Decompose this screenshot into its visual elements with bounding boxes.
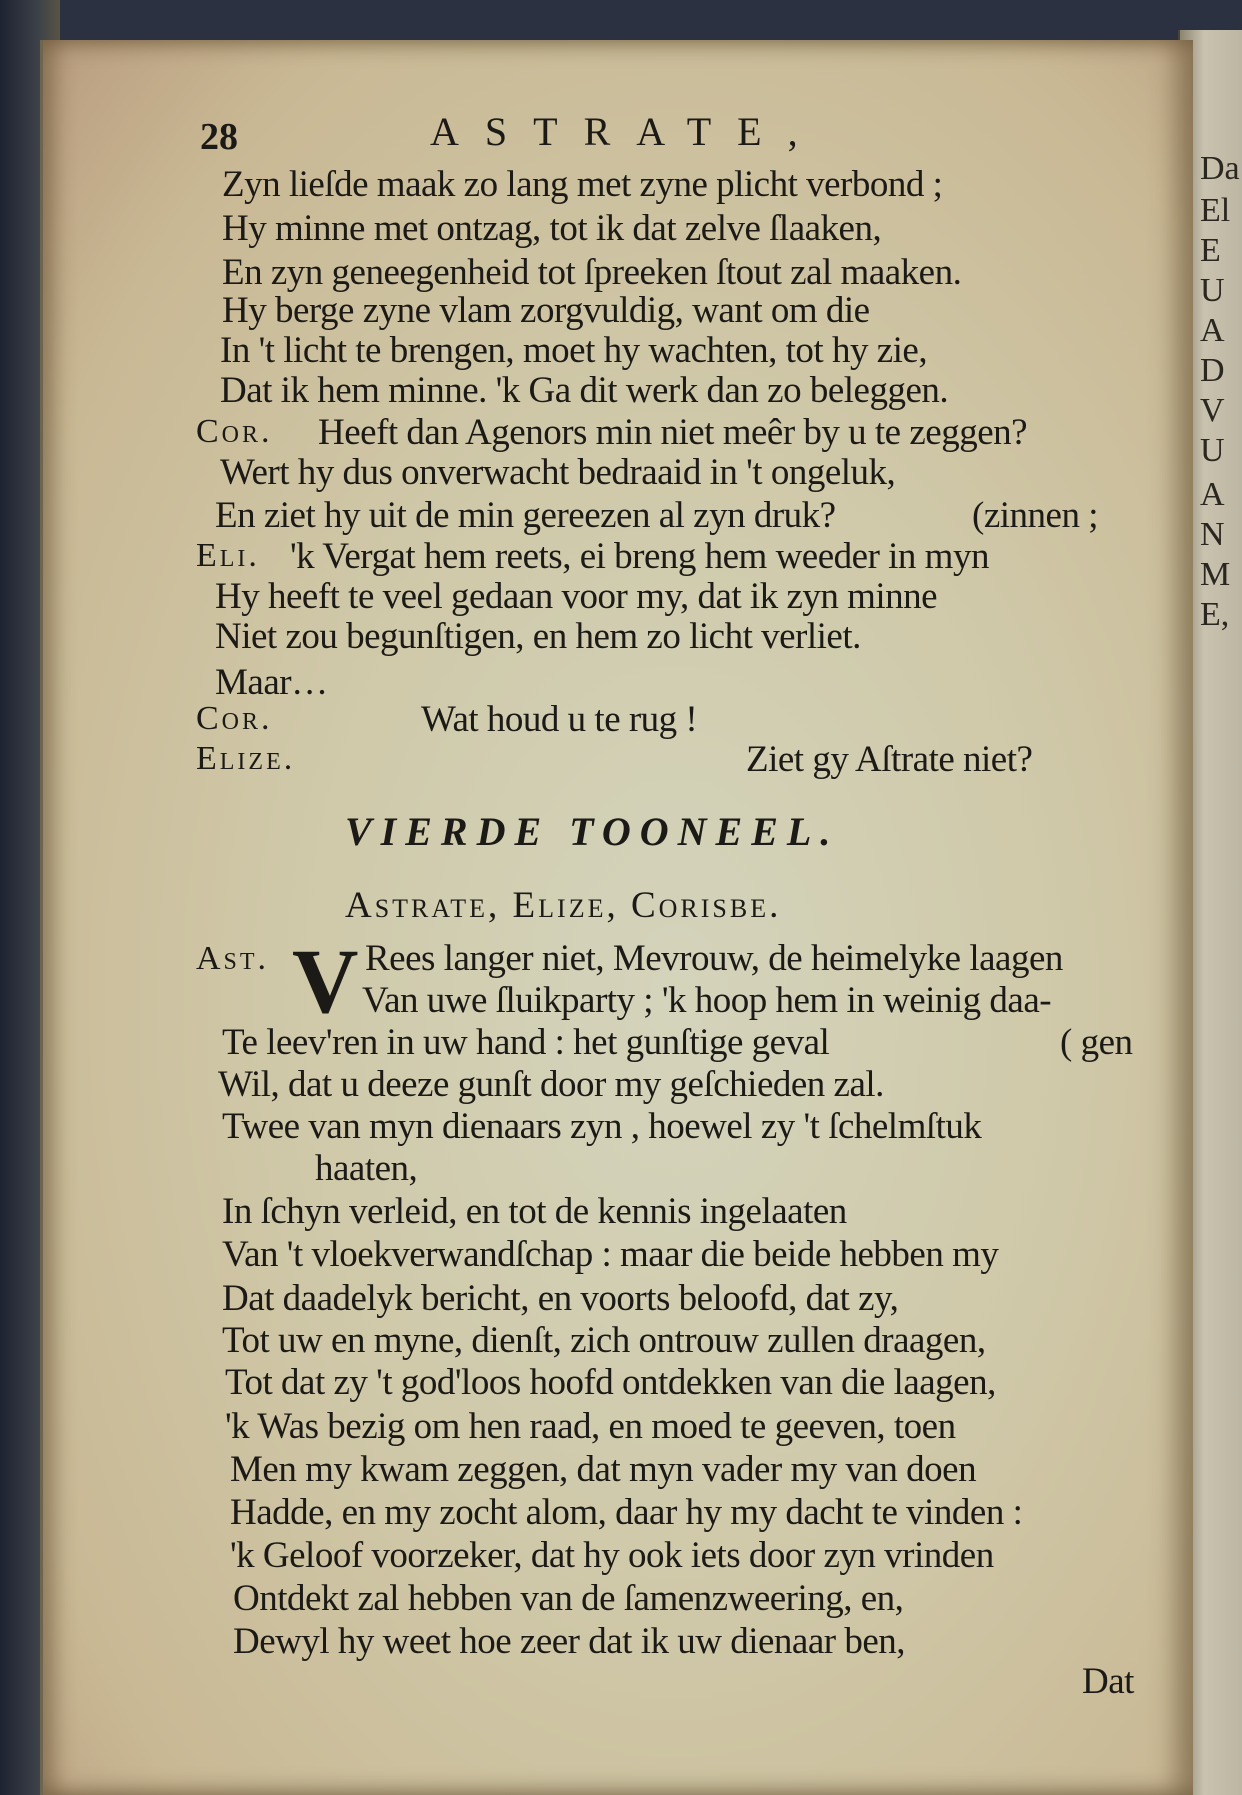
verse-line: Dat daadelyk bericht, en voorts beloofd, dat zy, bbox=[222, 1278, 899, 1319]
verse-line: Hy minne met ontzag, tot ik dat zelve ſlaaken, bbox=[222, 208, 882, 249]
verse-line: Te leev'ren in uw hand : het gunſtige geval bbox=[222, 1022, 830, 1063]
verse-line: Twee van myn dienaars zyn , hoewel zy 't ſchelmſtuk bbox=[222, 1106, 982, 1147]
verse-line: Hadde, en my zocht alom, daar hy my dacht te vinden : bbox=[230, 1492, 1023, 1533]
verse-line: En ziet hy uit de min gereezen al zyn druk? bbox=[215, 495, 836, 536]
verse-line: Van 't vloekverwandſchap : maar die beide hebben my bbox=[222, 1234, 999, 1275]
scene-characters: Astrate, Elize, Corisbe. bbox=[345, 885, 782, 926]
speaker-label: Eli. bbox=[196, 537, 260, 574]
verse-line: Tot uw en myne, dienſt, zich ontrouw zullen draagen, bbox=[222, 1320, 986, 1361]
verse-line: Ziet gy Aſtrate niet? bbox=[746, 739, 1033, 780]
facing-page-letter: V bbox=[1200, 392, 1225, 429]
verse-line: Rees langer niet, Mevrouw, de heimelyke laagen bbox=[365, 938, 1063, 979]
verse-line: 'k Geloof voorzeker, dat hy ook iets door zyn vrinden bbox=[230, 1535, 994, 1576]
verse-line: In ſchyn verleid, en tot de kennis ingelaaten bbox=[222, 1191, 847, 1232]
scene-title: VIERDE TOONEEL. bbox=[345, 809, 840, 854]
verse-line: Zyn lieſde maak zo lang met zyne plicht verbond ; bbox=[222, 164, 943, 205]
verse-line: Dewyl hy weet hoe zeer dat ik uw dienaar ben, bbox=[233, 1621, 905, 1662]
speaker-label: Elize. bbox=[196, 740, 296, 777]
facing-page-letter: A bbox=[1200, 476, 1225, 513]
verse-line: Men my kwam zeggen, dat myn vader my van doen bbox=[230, 1449, 977, 1490]
verse-line: In 't licht te brengen, moet hy wachten, tot hy zie, bbox=[220, 330, 928, 371]
speaker-label: Ast. bbox=[196, 940, 270, 977]
facing-page-letter: A bbox=[1200, 312, 1225, 349]
verse-line: Tot dat zy 't god'loos hoofd ontdekken van die laagen, bbox=[225, 1362, 996, 1403]
page-number: 28 bbox=[200, 116, 238, 158]
running-title: ASTRATE, bbox=[430, 109, 824, 154]
verse-turnover: ( gen bbox=[1060, 1022, 1133, 1063]
verse-line: Dat ik hem minne. 'k Ga dit werk dan zo beleggen. bbox=[220, 370, 949, 411]
facing-page-letter: Da bbox=[1200, 150, 1240, 187]
verse-line: Wil, dat u deeze gunſt door my geſchieden zal. bbox=[218, 1064, 884, 1105]
facing-page-letter: U bbox=[1200, 432, 1225, 469]
verse-line: Ontdekt zal hebben van de ſamenzweering, en, bbox=[233, 1578, 904, 1619]
verse-line: Van uwe ſluikparty ; 'k hoop hem in weinig daa- bbox=[362, 980, 1052, 1021]
verse-line: Heeft dan Agenors min niet meêr by u te zeggen? bbox=[318, 412, 1028, 453]
speaker-label: Cor. bbox=[196, 700, 273, 737]
speaker-label: Cor. bbox=[196, 413, 273, 450]
verse-line: Hy berge zyne vlam zorgvuldig, want om die bbox=[222, 290, 870, 331]
facing-page-letter: E, bbox=[1200, 596, 1230, 633]
verse-line: 'k Vergat hem reets, ei breng hem weeder in myn bbox=[290, 536, 989, 577]
verse-turnover: (zinnen ; bbox=[972, 495, 1098, 536]
facing-page-letter: M bbox=[1200, 556, 1231, 593]
facing-page-letter: E bbox=[1200, 232, 1221, 269]
verse-line: Maar… bbox=[215, 662, 328, 703]
verse-line: Wat houd u te rug ! bbox=[421, 699, 698, 740]
verse-line: Wert hy dus onverwacht bedraaid in 't ongeluk, bbox=[220, 452, 896, 493]
facing-page-letter: D bbox=[1200, 352, 1225, 389]
verse-line: haaten, bbox=[315, 1148, 418, 1189]
verse-line: En zyn geneegenheid tot ſpreeken ſtout zal maaken. bbox=[222, 252, 962, 293]
verse-line: 'k Was bezig om hen raad, en moed te geeven, toen bbox=[225, 1406, 956, 1447]
drop-cap: V bbox=[292, 930, 359, 1032]
facing-page-letter: El bbox=[1200, 192, 1231, 229]
catchword: Dat bbox=[1082, 1661, 1134, 1702]
verse-line: Niet zou begunſtigen, en hem zo licht verliet. bbox=[215, 616, 861, 657]
facing-page-letter: U bbox=[1200, 272, 1225, 309]
verse-line: Hy heeft te veel gedaan voor my, dat ik zyn minne bbox=[215, 576, 938, 617]
facing-page-letter: N bbox=[1200, 516, 1225, 553]
